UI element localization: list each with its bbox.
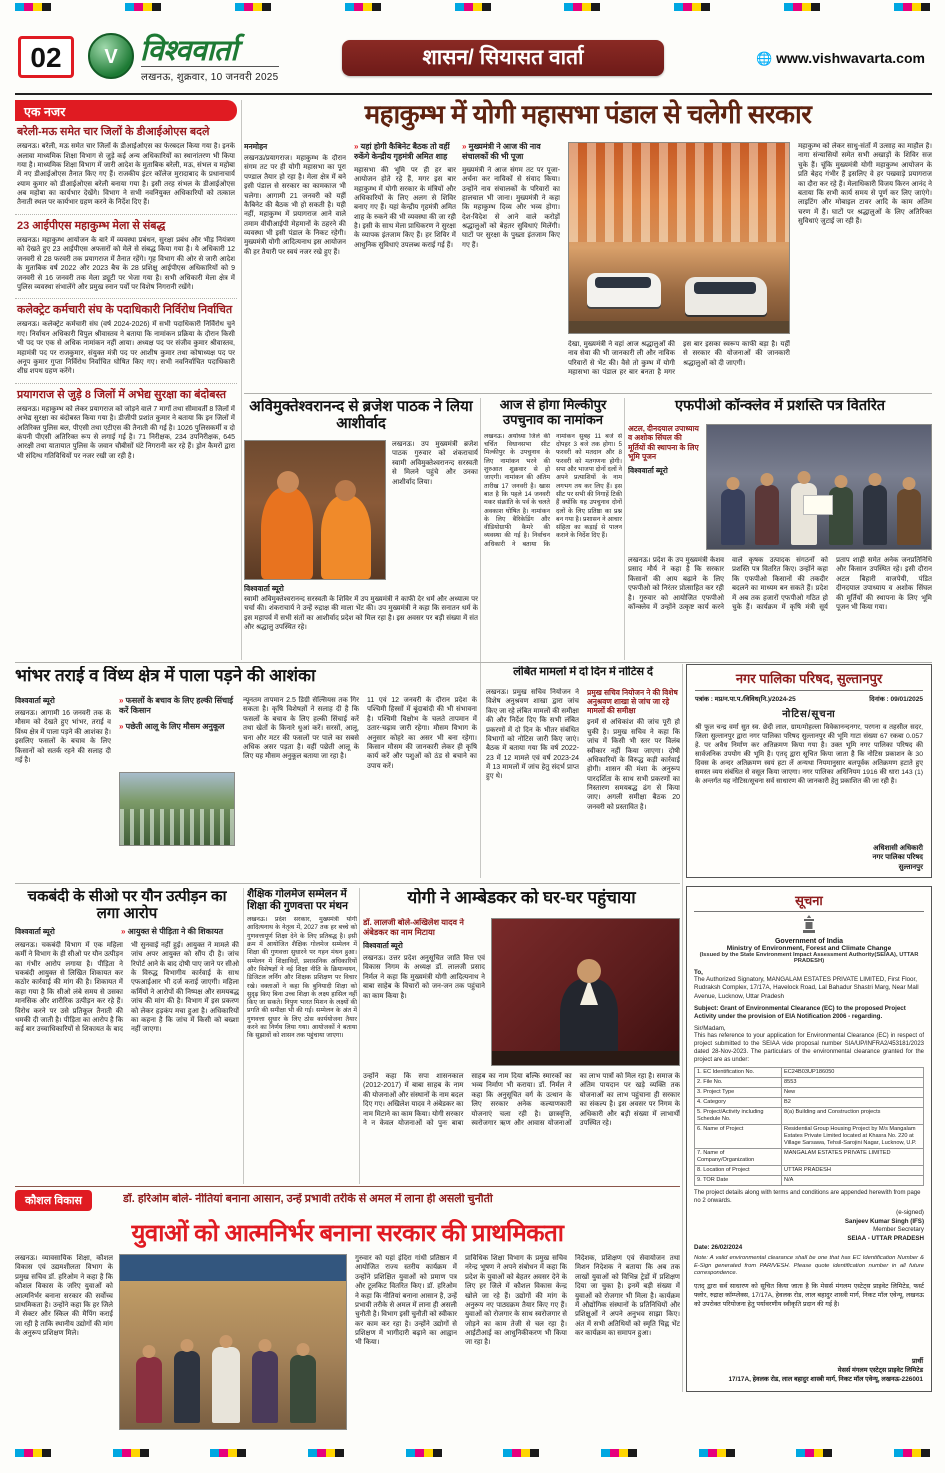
person-figure — [290, 1355, 316, 1423]
esign-authority: SEIAA - UTTAR PRADESH — [847, 1235, 924, 1243]
table-row — [695, 1068, 924, 1078]
registration-mark — [235, 3, 271, 11]
certificate-paper — [803, 495, 833, 515]
milkipur-body: लखनऊ। अयोध्या जिले की चर्चित विधानसभा सीट मिल्कीपुर के उपचुनाव के लिए नामांकन भरने की शुरुआत शुक्रवार से हो जाएगी। नामांकन की अंतिम तारीख 17 जनवरी है। खास बात है कि पहले 14 जनवरी मकर संक्रांति के पर्व के चलते अवकाश घोषित है। नामांकन के लिए बैरिकेडिंग और वीडियोग्राफी कैमरे की व्यवस्था की गई है। निर्वाचन अधिकारी ने बताया कि नामांकन सुबह 11 बजे से दोपहर 3 बजे तक होगा। 5 फरवरी को मतदान और 8 फरवरी को मतगणना होगी। सपा और भाजपा दोनों दलों ने अपने प्रत्याशियों के नाम लगभग तय कर लिए हैं। इस सीट पर सभी की निगाहें टिकी हैं क्योंकि यह उपचुनाव दोनों दलों के लिए प्रतिष्ठा का प्रश्न बन गया है। प्रशासन ने आचार संहिता का कड़ाई से पालन कराने के निर्देश दिए हैं। — [484, 432, 622, 548]
applicant-address: 17/17A, हेवलक रोड, लाल बहादुर शास्त्री मार्ग, निकट मॉल एवेन्यू, लखनऊ-226001 — [728, 1376, 923, 1384]
ambedkar-subhead: डॉ. लालजी बोले-अखिलेश यादव ने अंबेडकर का नाम मिटाया — [363, 918, 464, 937]
ec-value: New — [782, 1088, 924, 1098]
registration-mark — [113, 1449, 149, 1457]
ec-details-table — [694, 1067, 924, 1186]
to-body: The Authorized Signatory, MANGALAM ESTATES PRIVATE LIMITED, First Floor, Rudraksh Complex, 17/17A, Havelock Road, Lal Bahadur Shastri Marg, Near Mall Avenue, Lucknow, Uttar Pradesh — [694, 975, 919, 1000]
pala-column-4: 11 एवं 12 जनवरी के दौरान प्रदेश के पश्चिमी हिस्सों में बूंदाबांदी की भी संभावना है। पश्चिमी विक्षोभ के चलते तापमान में उतार-चढ़ाव जारी रहेगा। मौसम विभाग के अनुसार कोहरे का असर भी बना रहेगा। किसान मौसम की जानकारी लेकर ही कृषि कार्य करें और पशुओं को ठंड से बचाने का उपाय करें। — [367, 697, 477, 770]
kaushal-kicker: डॉ. हरिओम बोले- नीतियां बनाना आसान, उन्हें प्रभावी तरीके से अमल में लाना ही असली चुनौती — [123, 1193, 493, 1205]
nagar-sig-line: नगर पालिका परिषद — [872, 854, 923, 862]
ec-value: B2 — [782, 1097, 924, 1107]
ashirvad-article — [244, 398, 478, 660]
ek-nazar-article — [15, 299, 237, 383]
section-rule — [15, 883, 680, 884]
ambedkar-headline: योगी ने आम्बेडकर को घर-घर पहुंचाया — [407, 888, 636, 907]
ec-label: 6. Name of Project — [695, 1124, 782, 1148]
milkipur-article — [484, 398, 622, 660]
kaushal-column-3: प्राविधिक शिक्षा विभाग के प्रमुख सचिव नरेन्द्र भूषण ने अपने संबोधन में कहा कि प्रदेश के युवाओं को बेहतर अवसर देने के लिए हर जिले में कौशल विकास केन्द्र खोले जा रहे हैं। उद्योगों की मांग के अनुरूप नए पाठ्यक्रम तैयार किए गए हैं। युवाओं को रोजगार के साथ स्वरोजगार से जोड़ने का काम तेजी से चल रहा है। आईटीआई का आधुनिकीकरण भी किया जा रहा है। — [465, 1255, 567, 1347]
pala-subhead-1: » फसलों के बचाव के लिए हल्की सिंचाई करें किसान — [119, 696, 235, 717]
lambit-column-1: लखनऊ। प्रमुख सचिव नियोजन ने विशेष अनुश्रवण शाखा द्वारा जांच किए जा रहे लंबित मामलों की समीक्षा की और निर्देश दिए कि सभी लंबित प्रकरणों में दो दिन के भीतर संबंधित विभागों को नोटिस जारी किए जाएं। बैठक में बताया गया कि वर्ष 2022-23 में 12 मामले एवं वर्ष 2023-24 में 13 मामलों में जांच हेतु संदर्भ प्राप्त हुए थे। — [486, 689, 579, 781]
nagar-signature — [695, 844, 923, 872]
ec-label: 1. EC Identification No. — [695, 1068, 782, 1078]
notice-note: Note: A valid environmental clearance shall be one that has EC Identification Number & E-Sign generated from PARIVESH. Please quote identification number in all future correspondence. — [694, 1254, 924, 1277]
registration-mark — [894, 1449, 930, 1457]
registration-mark — [564, 3, 600, 11]
ec-value: 8553 — [782, 1078, 924, 1088]
golmez-body: लखनऊ। प्रदेश सरकार, मुख्यमंत्री योगी आदित्यनाथ के नेतृत्व में, 2027 तक हर बच्चे को गुणवत्तापूर्ण शिक्षा देने के लिए प्रतिबद्ध है। इसी क्रम में आयोजित शैक्षिक गोलमेज सम्मेलन में शिक्षा की गुणवत्ता सुधारने पर गहन मंथन हुआ। सम्मेलन में शिक्षाविदों, प्रशासनिक अधिकारियों और विशेषज्ञों ने नई शिक्षा नीति के क्रियान्वयन, डिजिटल लर्निंग और शिक्षक प्रशिक्षण पर विचार रखे। वक्ताओं ने कहा कि बुनियादी शिक्षा को सुदृढ़ किए बिना उच्च शिक्षा के लक्ष्य हासिल नहीं किए जा सकते। निपुण भारत मिशन के लक्ष्यों की प्रगति की समीक्षा भी की गई। सम्मेलन के अंत में गुणवत्ता सुधार के लिए ठोस कार्ययोजना तैयार करने का निर्णय लिया गया। आयोजकों ने बताया कि सुझावों को शासन तक पहुंचाया जाएगा। — [247, 916, 357, 1040]
esign-date: Date: 26/02/2024 — [694, 1243, 743, 1251]
ec-label: 8. Location of Project — [695, 1165, 782, 1175]
lambit-subhead: प्रमुख सचिव नियोजन ने की विशेष अनुश्रवण शाखा से जांच जा रहे मामलों की समीक्षा — [587, 688, 678, 716]
section-rule — [15, 1186, 680, 1187]
table-row — [695, 1107, 924, 1124]
masthead-dateline: लखनऊ, शुक्रवार, 10 जनवरी 2025 — [141, 66, 279, 83]
registration-mark — [503, 1449, 539, 1457]
registration-mark — [894, 3, 930, 11]
person-figure — [721, 489, 745, 545]
pala-headline: भांभर तराई व विंध्य क्षेत्र में पाला पड़ने की आशंका — [15, 666, 316, 685]
frost-field-photo — [119, 772, 235, 846]
nagar-date: दिनांक : 09/01/2025 — [869, 695, 923, 703]
website-url[interactable]: www.vishwavarta.com — [776, 50, 925, 66]
person-figure — [897, 489, 921, 545]
applicant-block — [723, 1358, 923, 1385]
section-banner: शासन/ सियासत वार्ता — [342, 40, 664, 76]
column-rule — [241, 100, 242, 660]
kaushal-article — [15, 1190, 680, 1432]
podium — [492, 1051, 679, 1065]
ec-label: 5. Project/Activity including Schedule No. — [695, 1107, 782, 1124]
column-rule — [682, 664, 683, 1392]
masthead-title: विश्ववार्ता — [140, 35, 238, 67]
ec-label: 9. TOR Date — [695, 1175, 782, 1185]
monk-face — [277, 471, 299, 493]
article-headline: 23 आईपीएस महाकुम्भ मेला से संबद्ध — [17, 219, 166, 232]
color-registration-marks-bottom — [15, 1448, 930, 1457]
kaushal-column-4: निदेशक, प्रशिक्षण एवं सेवायोजन तथा मिशन निदेशक ने बताया कि अब तक लाखों युवाओं को विभिन्न ट्रेडों में प्रशिक्षण दिया जा चुका है। इनमें बड़ी संख्या में युवाओं को रोजगार भी मिला है। कार्यक्रम में औद्योगिक संस्थानों के प्रतिनिधियों और प्रशिक्षुओं ने अपने अनुभव साझा किए। अंत में सभी अतिथियों को स्मृति चिह्न भेंट कर कार्यक्रम का समापन हुआ। — [575, 1255, 680, 1337]
lead-pullquote-1: » यहां होगी कैबिनेट बैठक तो वहीं रुकेंगे केन्द्रीय गृहमंत्री अमित शाह — [354, 142, 456, 163]
ec-value: EC24B03UP186050 — [782, 1068, 924, 1078]
pala-col1-text: लखनऊ। आगामी 16 जनवरी तक के मौसम को देखते हुए भांभर, तराई व विंध्य क्षेत्र में पाला पड़ने की आशंका है। इसलिए फसलों के बचाव के लिए किसानों को सतर्क रहने की सलाह दी गई है। — [15, 710, 111, 764]
registration-mark — [784, 3, 820, 11]
vehicle-windows — [595, 277, 651, 288]
lead-headline: महाकुम्भ में योगी महासभा पंडाल से चलेगी सरकार — [364, 99, 812, 129]
vehicle-windows — [694, 282, 756, 294]
column-rule — [624, 398, 625, 660]
nagar-sig-line: अधिशासी अधिकारी — [873, 844, 923, 852]
golmez-article — [247, 888, 357, 1184]
gov-line-1: Government of India — [774, 937, 844, 945]
pala-column-1 — [15, 696, 111, 876]
nagar-ref: पत्रांक : मप्र/न.पा.प./विविध(नि.)/2024-25 — [695, 695, 796, 703]
ek-nazar-article — [15, 121, 237, 215]
chakbandi-byline: विश्ववार्ता ब्यूरो — [15, 926, 55, 936]
section-rule — [244, 393, 932, 394]
article-headline: बरेली-मऊ समेत चार जिलों के डीआईओएस बदले — [17, 126, 210, 138]
nagar-body: श्री फूल चन्द्र वर्मा सुत स्व. छेदी लाल, ग्राम/मोहल्ला विवेकानन्दनगर, परगना व तहसील सदर, जिला सुल्तानपुर द्वारा नगर पालिका परिषद सुल्तानपुर की भूमि गाटा संख्या 67 रकबा 0.057 हे. पर अवैध निर्माण कर अतिक्रमण किया गया है। उक्त भूमि नगर पालिका परिषद की सार्वजनिक उपयोग की भूमि है। एतद् द्वारा सूचित किया जाता है कि नोटिस प्रकाशन के 30 दिवस के अन्दर अतिक्रमण स्वयं हटा लें अन्यथा नियमानुसार बलपूर्वक अतिक्रमण हटाते हुए समस्त व्यय संबंधित से वसूल किया जाएगा। नगर पालिका अधिनियम 1916 की धारा 143 (1) के अन्तर्गत यह नोटिस/सूचना सर्व साधारण की जानकारी हेतु प्रकाशित की जा रही है। — [695, 723, 923, 786]
registration-mark — [15, 1449, 51, 1457]
registration-mark — [210, 1449, 246, 1457]
lead-photo — [568, 142, 790, 334]
header-rule — [15, 93, 932, 95]
esign-line: (e-signed) — [896, 1209, 924, 1217]
subject-line: Subject: Grant of Environmental Clearance (EC) to the proposed Project Activity under the provision of EIA Notification 2006 - regarding. — [694, 1004, 906, 1021]
golmez-headline: शैक्षिक गोलमेज सम्मेलन में शिक्षा की गुणवत्ता पर मंथन — [247, 888, 348, 913]
fpo-photo — [706, 424, 932, 550]
ek-nazar-article — [15, 384, 237, 467]
lambit-article — [486, 666, 680, 878]
registration-mark — [125, 3, 161, 11]
lead-column-4: महाकुम्भ को लेकर साधु-संतों में उत्साह का माहौल है। नागा संन्यासियों समेत सभी अखाड़ों के शिविर सज चुके हैं। चूंकि मुख्यमंत्री योगी महाकुम्भ आयोजन के प्रति बेहद गंभीर हैं इसलिए वे हर पखवाड़े प्रयागराज का दौरा कर रहे हैं। मेलाधिकारी विजय किरन आनंद ने बताया कि सभी कार्य समय से पूर्ण कर लिए जाएंगे। लाइटिंग और मोबाइल टावर आदि के काम अंतिम चरण में हैं। घाटों पर श्रद्धालुओं के लिए अतिरिक्त सुविधाएं जुटाई जा रही हैं। — [798, 143, 932, 225]
stage-banner — [120, 1255, 346, 1281]
registration-mark — [796, 1449, 832, 1457]
kaushal-label: कौशल विकास — [15, 1190, 92, 1211]
registration-mark — [699, 1449, 735, 1457]
kaushal-column-2: गुरुवार को यहां इंदिरा गांधी प्रतिष्ठान में आयोजित राज्य स्तरीय कार्यक्रम में उन्होंने प्रशिक्षित युवाओं को प्रमाण पत्र और टूलकिट वितरित किए। डॉ. हरिओम ने कहा कि नीतियां बनाना आसान है, उन्हें प्रभावी तरीके से अमल में लाना ही असली चुनौती है। विभाग इसी चुनौती को स्वीकार कर काम कर रहा है। उन्होंने उद्योगों से प्रशिक्षण में भागीदारी बढ़ाने का आह्वान भी किया। — [355, 1255, 457, 1347]
ashirvad-photo — [244, 440, 386, 580]
pala-subcolumn — [119, 696, 235, 876]
lead-article — [244, 98, 932, 390]
lead-pullquote-2: » मुख्यमंत्री ने आज की नाव संचालकों की भी पूजा — [462, 142, 560, 163]
to-label: To, — [694, 968, 703, 976]
registration-mark — [308, 1449, 344, 1457]
ec-label: 2. File No. — [695, 1078, 782, 1088]
kaushal-headline: युवाओं को आत्मनिर्भर बनाना सरकार की प्राथमिकता — [131, 1220, 564, 1247]
ambedkar-photo — [491, 918, 680, 1066]
ashirvad-byline: विश्ववार्ता ब्यूरो — [244, 584, 284, 593]
nagar-title: नगर पालिका परिषद, सुल्तानपुर — [695, 671, 923, 691]
fpo-body: लखनऊ। प्रदेश के उप मुख्यमंत्री केशव प्रसाद मौर्य ने कहा है कि सरकार किसानों की आय बढ़ाने के लिए एफपीओ को निरंतर प्रोत्साहित कर रही है। गुरुवार को आयोजित एफपीओ कॉन्क्लेव में उन्होंने उत्कृष्ट कार्य करने वाले कृषक उत्पादक संगठनों को प्रशस्ति पत्र वितरित किए। उन्होंने कहा कि एफपीओ किसानों की तकदीर बदलने का माध्यम बन सकते हैं। प्रदेश में अब तक हजारों एफपीओ गठित हो चुके हैं। कार्यक्रम में कृषि मंत्री सूर्य प्रताप शाही समेत अनेक जनप्रतिनिधि और किसान उपस्थित रहे। इसी दौरान अटल बिहारी वाजपेयी, पंडित दीनदयाल उपाध्याय व अशोक सिंघल की मूर्तियों की स्थापना के लिए भूमि पूजन भी किया गया। — [628, 557, 932, 611]
table-row — [695, 1124, 924, 1148]
lead-column-2 — [354, 142, 456, 390]
article-body: लखनऊ। महाकुम्भ आयोजन के बारे में व्यवस्था प्रबंधन, सुरक्षा प्रबंध और भीड़ नियंत्रण को देखते हुए 23 आईपीएस अफसरों को मेले से संबद्ध किया गया है। ये अधिकारी 12 जनवरी से 28 फरवरी तक प्रयागराज में तैनात रहेंगे। गृह विभाग की ओर से जारी आदेश के मुताबिक वर्ष 2022 और 2023 बैच के 28 प्रशिक्षु आईपीएस अधिकारियों को 9 जनवरी से 16 जनवरी तक मेला ड्यूटी पर भेजा गया है। सभी अधिकारी मेला क्षेत्र में पुलिस व्यवस्था संभालेंगे और प्रमुख स्नान पर्वों पर विशेष निगरानी रखेंगे। — [17, 237, 235, 291]
milkipur-headline: आज से होगा मिल्कीपुर उपचुनाव का नामांकन — [499, 398, 607, 427]
ek-nazar-article — [15, 215, 237, 299]
hindi-summary: एतद् द्वारा सर्व साधारण को सूचित किया जाता है कि मेसर्स मंगलम एस्टेट्स प्राइवेट लिमिटेड, फर्स्ट फ्लोर, रुद्राक्ष कॉम्प्लेक्स, 17/17A, हेवलक रोड, लाल बहादुर शास्त्री मार्ग, निकट मॉल एवेन्यू, लखनऊ को उपरोक्त परियोजना हेतु पर्यावरणीय स्वीकृति प्रदान की गई है। — [694, 1283, 924, 1309]
kaushal-photo — [119, 1254, 347, 1430]
ashoka-emblem-icon — [694, 915, 924, 938]
article-body: लखनऊ। बरेली, मऊ समेत चार जिलों के डीआईओएस का फेरबदल किया गया है। इनके अलावा माध्यमिक शिक्षा विभाग से जुड़े कई अन्य अधिकारियों का स्थानांतरण भी किया गया है। माध्यमिक शिक्षा विभाग में जारी आदेश के मुताबिक बरेली, मऊ, संभल व महोबा में नए डीआईओएस तैनात किए गए हैं। राजकीय इंटर कॉलेज मुरादाबाद के प्रधानाचार्य श्याम कुमार को डीआईओएस बरेली बनाया गया है। इसी तरह संभल के डीआईओएस अब महोबा का कार्यभार देखेंगे। विभाग ने सभी नवनियुक्त अधिकारियों को तत्काल तैनाती स्थल पर कार्यभार ग्रहण करने के निर्देश दिए हैं। — [17, 143, 235, 207]
person-figure — [174, 1351, 200, 1423]
ec-value: Residential Group Housing Project by M/s Mangalam Estates Private Limited located at Khasra No. 220 at Village Sarsawa, Tehsil-Sarojini Nagar, Lucknow, U.P. — [782, 1124, 924, 1148]
lambit-col2-text: इनमें से अधिकांश की जांच पूरी हो चुकी है। प्रमुख सचिव ने कहा कि जांच में किसी भी स्तर पर विलंब स्वीकार नहीं किया जाएगा। दोषी अधिकारियों के विरुद्ध कड़ी कार्रवाई होगी। शासन की मंशा के अनुरूप पारदर्शिता के साथ सभी प्रकरणों का निस्तारण समयबद्ध ढंग से किया जाए। अगली समीक्षा बैठक 20 जनवरी को प्रस्तावित है। — [587, 719, 680, 811]
article-body: लखनऊ। कलेक्ट्रेट कर्मचारी संघ (वर्ष 2024-2026) में सभी पदाधिकारी निर्विरोध चुने गए। निर्वाचन अधिकारी विपुल श्रीवास्तव ने बताया कि नामांकन प्रक्रिया के दौरान किसी भी पद पर एक से अधिक नामांकन नहीं आया। अध्यक्ष पद पर संजीव कुमार श्रीवास्तव, महामंत्री पद पर राजकुमार, संयुक्त मंत्री पद पर आशीष कुमार तथा कोषाध्यक्ष पद पर अनूप कुमार गुप्ता निर्विरोध निर्वाचित घोषित किए गए। सभी नवनिर्वाचित पदाधिकारी शीघ्र शपथ ग्रहण करेंगे। — [17, 321, 235, 376]
table-row — [695, 1088, 924, 1098]
speaker-face — [577, 959, 601, 983]
monk-face — [335, 480, 356, 501]
ec-value: 8(a) Building and Construction projects — [782, 1107, 924, 1124]
tent-drapes — [569, 143, 789, 242]
chakbandi-body: लखनऊ। चकबंदी विभाग में एक महिला कर्मी ने विभाग के ही सीओ पर यौन उत्पीड़न का गंभीर आरोप लगाया है। पीड़िता ने चकबंदी आयुक्त से लिखित शिकायत कर कठोर कार्रवाई की मांग की है। शिकायत में कहा गया है कि सीओ लंबे समय से उसका मानसिक और शारीरिक उत्पीड़न कर रहे हैं। विरोध करने पर उसे प्रतिकूल तैनाती की धमकी दी जाती है। पीड़िता का आरोप है कि कई बार उच्चाधिकारियों से शिकायत के बाद भी सुनवाई नहीं हुई। आयुक्त ने मामले की जांच अपर आयुक्त को सौंप दी है। जांच रिपोर्ट आने के बाद दोषी पाए जाने पर सीओ के विरुद्ध विभागीय कार्रवाई के साथ एफआईआर भी दर्ज कराई जाएगी। महिला कर्मियों ने आरोपों की निष्पक्ष और समयबद्ध जांच की मांग की है। विभाग में इस प्रकरण को लेकर हड़कंप मचा हुआ है। अधिकारियों का कहना है कि जांच में किसी को बख्शा नहीं जाएगा। — [15, 941, 239, 1034]
table-row — [695, 1148, 924, 1165]
ambedkar-article — [363, 888, 680, 1184]
person-figure — [863, 485, 887, 545]
registration-mark — [406, 1449, 442, 1457]
lead-column-3-text: मुख्यमंत्री ने आज संगम तट पर पूजा-अर्चना कर नाविकों से संवाद किया। उन्होंने नाव संचालकों के परिवारों का हालचाल भी जाना। मुख्यमंत्री ने कहा कि महाकुम्भ दिव्य और भव्य होगा। देश-विदेश से आने वाले करोड़ों श्रद्धालुओं को बेहतर सुविधाएं मिलेंगी। घाटों पर सुरक्षा के पुख्ता इंतजाम किए गए हैं। — [462, 166, 560, 249]
esign-block — [694, 1209, 924, 1244]
nagar-ref-row — [695, 694, 923, 703]
registration-mark — [345, 3, 381, 11]
nagar-heading: नोटिस/सूचना — [782, 708, 836, 720]
chakbandi-subrow — [15, 927, 239, 937]
website-link[interactable] — [756, 50, 925, 67]
esign-name: Sanjeev Kumar Singh (IFS) — [844, 1217, 924, 1225]
masthead-logo: V — [88, 33, 134, 79]
table-row — [695, 1175, 924, 1185]
section-rule — [15, 662, 932, 663]
frost-texture — [120, 809, 234, 846]
ek-nazar-column — [15, 100, 237, 660]
ec-label: 7. Name of Company/Organization — [695, 1148, 782, 1165]
table-row — [695, 1097, 924, 1107]
nagar-palika-notice — [686, 664, 932, 878]
pala-byline: विश्ववार्ता ब्यूरो — [15, 696, 55, 705]
environment-clearance-notice — [686, 886, 932, 1392]
lead-byline: मनमोहन — [244, 142, 268, 151]
monk-figure — [321, 495, 371, 579]
ec-value: MANGALAM ESTATES PRIVATE LIMITED — [782, 1148, 924, 1165]
fpo-sidebox — [628, 424, 700, 550]
registration-mark — [455, 3, 491, 11]
ec-label: 4. Category — [695, 1097, 782, 1107]
article-body: लखनऊ। महाकुम्भ को लेकर प्रयागराज को जोड़ने वाले 7 मार्गों तथा सीमावर्ती 8 जिलों में अभेद्य सुरक्षा का बंदोबस्त किया गया है। डीजीपी प्रशांत कुमार ने बताया कि इन जिलों में अतिरिक्त पुलिस बल, पीएसी तथा एटीएस की तैनाती की गई है। 1026 पुलिसकर्मी व दो कंपनी पीएसी अतिरिक्त रूप से लगाई गई है। 71 निरीक्षक, 234 उपनिरीक्षक, 645 आरक्षी तथा यातायात पुलिस के जवान चौबीसों घंटे निगरानी कर रहे हैं। ड्रोन कैमरों द्वारा भी संदिग्ध गतिविधियों पर नजर रखी जा रही है। — [17, 405, 235, 460]
ambedkar-byline: विश्ववार्ता ब्यूरो — [363, 941, 403, 950]
ambedkar-side-text: लखनऊ। उत्तर प्रदेश अनुसूचित जाति वित्त एवं विकास निगम के अध्यक्ष डॉ. लालजी प्रसाद निर्मल ने कहा कि मुख्यमंत्री योगी आदित्यनाथ ने बाबा साहेब के विचारों को जन-जन तक पहुंचाने का काम किया है। — [363, 955, 485, 1000]
applicant-name: मेसर्स मंगलम एस्टेट्स प्राइवेट लिमिटेड — [837, 1367, 923, 1375]
ec-value: N/A — [782, 1175, 924, 1185]
column-rule — [480, 398, 481, 878]
pala-article — [15, 666, 477, 878]
lambit-headline: लंबित मामलों में दो दिन में नोटिस दें — [513, 666, 653, 678]
photo-ground — [569, 321, 789, 333]
person-figure — [136, 1357, 162, 1423]
table-row — [695, 1165, 924, 1175]
lead-column-1: लखनऊ/प्रयागराज। महाकुम्भ के दौरान संगम तट पर ही योगी महासभा का पूरा पण्डाल तैयार हो रहा है। मेला क्षेत्र में बने इसी पंडाल से सरकार का कामकाज भी चलेगा। आगामी 21 जनवरी को यहीं कैबिनेट की बैठक भी हो सकती है। यही नहीं, महाकुम्भ में प्रयागराज आने वाले तमाम वीवीआईपी मेहमानों के ठहरने की व्यवस्था भी इसी पंडाल के निकट रहेगी। मुख्यमंत्री योगी आदित्यनाथ इस आयोजन की हर तैयारी पर स्वयं नजर रखे हुए हैं। — [244, 155, 346, 256]
lambit-column-2 — [587, 688, 680, 878]
page-number: 02 — [18, 36, 74, 78]
lead-column-2-text: महासभा की भूमि पर ही हर बार आयोजन होते रहे हैं, मगर इस बार महाकुम्भ में योगी सरकार के मंत्रियों और अधिकारियों के लिए अलग से शिविर बनाए गए हैं। यहां केन्द्रीय गृहमंत्री अमित शाह के रुकने की भी व्यवस्था की जा रही है। इसी के साथ मेला प्राधिकरण ने सुरक्षा के व्यापक इंतजाम किए हैं। हर शिविर में आधुनिक सुविधाएं उपलब्ध कराई गई हैं। — [354, 166, 456, 249]
article-headline: प्रयागराज से जुड़े 8 जिलों में अभेद्य सुरक्षा का बंदोबस्त — [17, 388, 227, 401]
fpo-byline: विश्ववार्ता ब्यूरो — [628, 466, 668, 475]
fpo-subhead: अटल, दीनदयाल उपाध्याय व अशोक सिंघल की मूर्तियों की स्थापना के लिए भूमि पूजन — [628, 424, 699, 461]
registration-mark — [15, 3, 51, 11]
column-rule — [243, 888, 244, 1184]
kaushal-column-1: लखनऊ। व्यावसायिक शिक्षा, कौशल विकास एवं उद्यमशीलता विभाग के प्रमुख सचिव डॉ. हरिओम ने कहा है कि कौशल विकास के जरिए युवाओं को आत्मनिर्भर बनाना सरकार की सर्वोच्च प्राथमिकता है। उन्होंने कहा कि हर जिले में सेक्टर और स्किल की मैपिंग कराई जा रही है ताकि स्थानीय उद्योगों की मांग के अनुरूप प्रशिक्षण मिले। — [15, 1255, 113, 1337]
notice-paragraph: This has reference to your application for Environmental Clearance (EC) in respect of project submitted to the SEIAA vide proposal number SIA/UP/INFRA2/453181/2023 dated 28-Nov-2023. The particulars of the environmental clearance granted for the project are as under: — [694, 1032, 924, 1063]
ambedkar-sidebox — [363, 918, 485, 1068]
pala-column-3: न्यूनतम तापमान 2.5 डिग्री सेल्सियस तक गिर सकता है। कृषि विशेषज्ञों ने सलाह दी है कि फसलों के बचाव के लिए हल्की सिंचाई करें तथा खेतों के किनारे धुआं करें। सरसों, आलू, चना और मटर की फसलों पर पाले का सबसे अधिक असर पड़ता है। वहीं पछेती आलू के लिए यह मौसम अनुकूल बताया जा रहा है। — [243, 697, 359, 761]
ashirvad-bottom-text: स्वामी अविमुक्तेश्वरानन्द सरस्वती के शिविर में उप मुख्यमंत्री ने काफी देर धर्म और अध्यात्म पर चर्चा की। शंकराचार्य ने उन्हें रुद्राक्ष की माला भेंट की। उप मुख्यमंत्री ने कहा कि सनातन धर्म के इस महापर्व में सभी संतों का आशीर्वाद प्रदेश को मिल रहा है। इस अवसर पर बड़ी संख्या में संत और श्रद्धालु उपस्थित रहे। — [244, 596, 478, 632]
ec-value: UTTAR PRADESH — [782, 1165, 924, 1175]
person-figure — [252, 1351, 278, 1423]
column-rule — [359, 888, 360, 1184]
lead-below-photo-text: देखा, मुख्यमंत्री ने वहां आज श्रद्धालुओं की नाव सेवा की भी जानकारी ली और नाविक परिवारों से भेंट की। वैसे तो कुम्भ में योगी महासभा का पंडाल हर बार बनता है मगर इस बार इसका स्वरूप काफी बड़ा है। यहीं से सरकार की योजनाओं की जानकारी श्रद्धालुओं को दी जाएगी। — [568, 341, 790, 377]
table-row — [695, 1078, 924, 1088]
lead-column-3 — [462, 142, 560, 390]
ek-nazar-title: एक नजर — [15, 100, 237, 121]
ambedkar-body: उन्होंने कहा कि सपा शासनकाल (2012-2017) में बाबा साहब के नाम की योजनाओं और संस्थानों के नाम बदल दिए गए। अखिलेश यादव ने अंबेडकर का नाम मिटाने का काम किया। योगी सरकार ने न केवल योजनाओं को पुनः बाबा साहब का नाम दिया बल्कि स्मारकों का भव्य निर्माण भी कराया। डॉ. निर्मल ने कहा कि अनुसूचित वर्ग के उत्थान के लिए सरकार अनेक कल्याणकारी योजनाएं चला रही है। छात्रवृत्ति, स्वरोजगार ऋण और आवास योजनाओं का लाभ पात्रों को मिल रहा है। समाज के अंतिम पायदान पर खड़े व्यक्ति तक योजनाओं का लाभ पहुंचाना ही सरकार का संकल्प है। इस अवसर पर निगम के अधिकारी और बड़ी संख्या में लाभार्थी उपस्थित रहे। — [363, 1073, 680, 1127]
suv-vehicle — [685, 277, 767, 315]
fpo-article — [628, 398, 932, 660]
gov-line-3: (Issued by the State Environment Impact Assessment Authority(SEIAA), UTTAR PRADESH) — [699, 951, 919, 964]
suv-vehicle — [587, 273, 661, 307]
registration-mark — [601, 1449, 637, 1457]
gov-line-2: Ministry of Environment, Forest and Climate Change — [726, 944, 892, 952]
chakbandi-headline: चकबंदी के सीओ पर यौन उत्पीड़न का लगा आरोप — [27, 888, 227, 923]
monk-figure — [261, 487, 313, 579]
person-figure — [755, 485, 779, 545]
suchana-title: सूचना — [694, 893, 924, 912]
pala-subhead-2: » पछेती आलू के लिए मौसम अनुकूल — [119, 722, 235, 732]
chakbandi-article — [15, 888, 239, 1184]
registration-mark — [674, 3, 710, 11]
globe-icon: 🌐 — [756, 51, 773, 66]
ashirvad-side-text: लखनऊ। उप मुख्यमंत्री ब्रजेश पाठक गुरुवार को शंकराचार्य स्वामी अविमुक्तेश्वरानन्द सरस्वती से मिलने पहुंचे और उनका आशीर्वाद लिया। — [392, 441, 478, 486]
color-registration-marks-top — [15, 2, 930, 11]
ec-label: 3. Project Type — [695, 1088, 782, 1098]
append-line: The project details along with terms and conditions are appended herewith from page no 2 onwards. — [694, 1189, 921, 1204]
fpo-headline: एफपीओ कॉन्क्लेव में प्रशस्ति पत्र वितरित — [674, 398, 886, 414]
salutation: Sir/Madam, — [694, 1024, 726, 1032]
article-headline: कलेक्ट्रेट कर्मचारी संघ के पदाधिकारी निर्विरोध निर्वाचित — [17, 304, 233, 317]
person-figure — [212, 1347, 240, 1423]
nagar-sig-line: सुल्तानपुर — [898, 863, 923, 871]
chakbandi-subhead: » आयुक्त से पीड़िता ने की शिकायत — [121, 927, 239, 937]
applicant-title: प्रार्थी — [911, 1358, 923, 1366]
esign-title: Member Secretary — [873, 1226, 924, 1234]
ashirvad-headline: अविमुक्तेश्वरानन्द से ब्रजेश पाठक ने लिया आशीर्वाद — [249, 398, 473, 433]
